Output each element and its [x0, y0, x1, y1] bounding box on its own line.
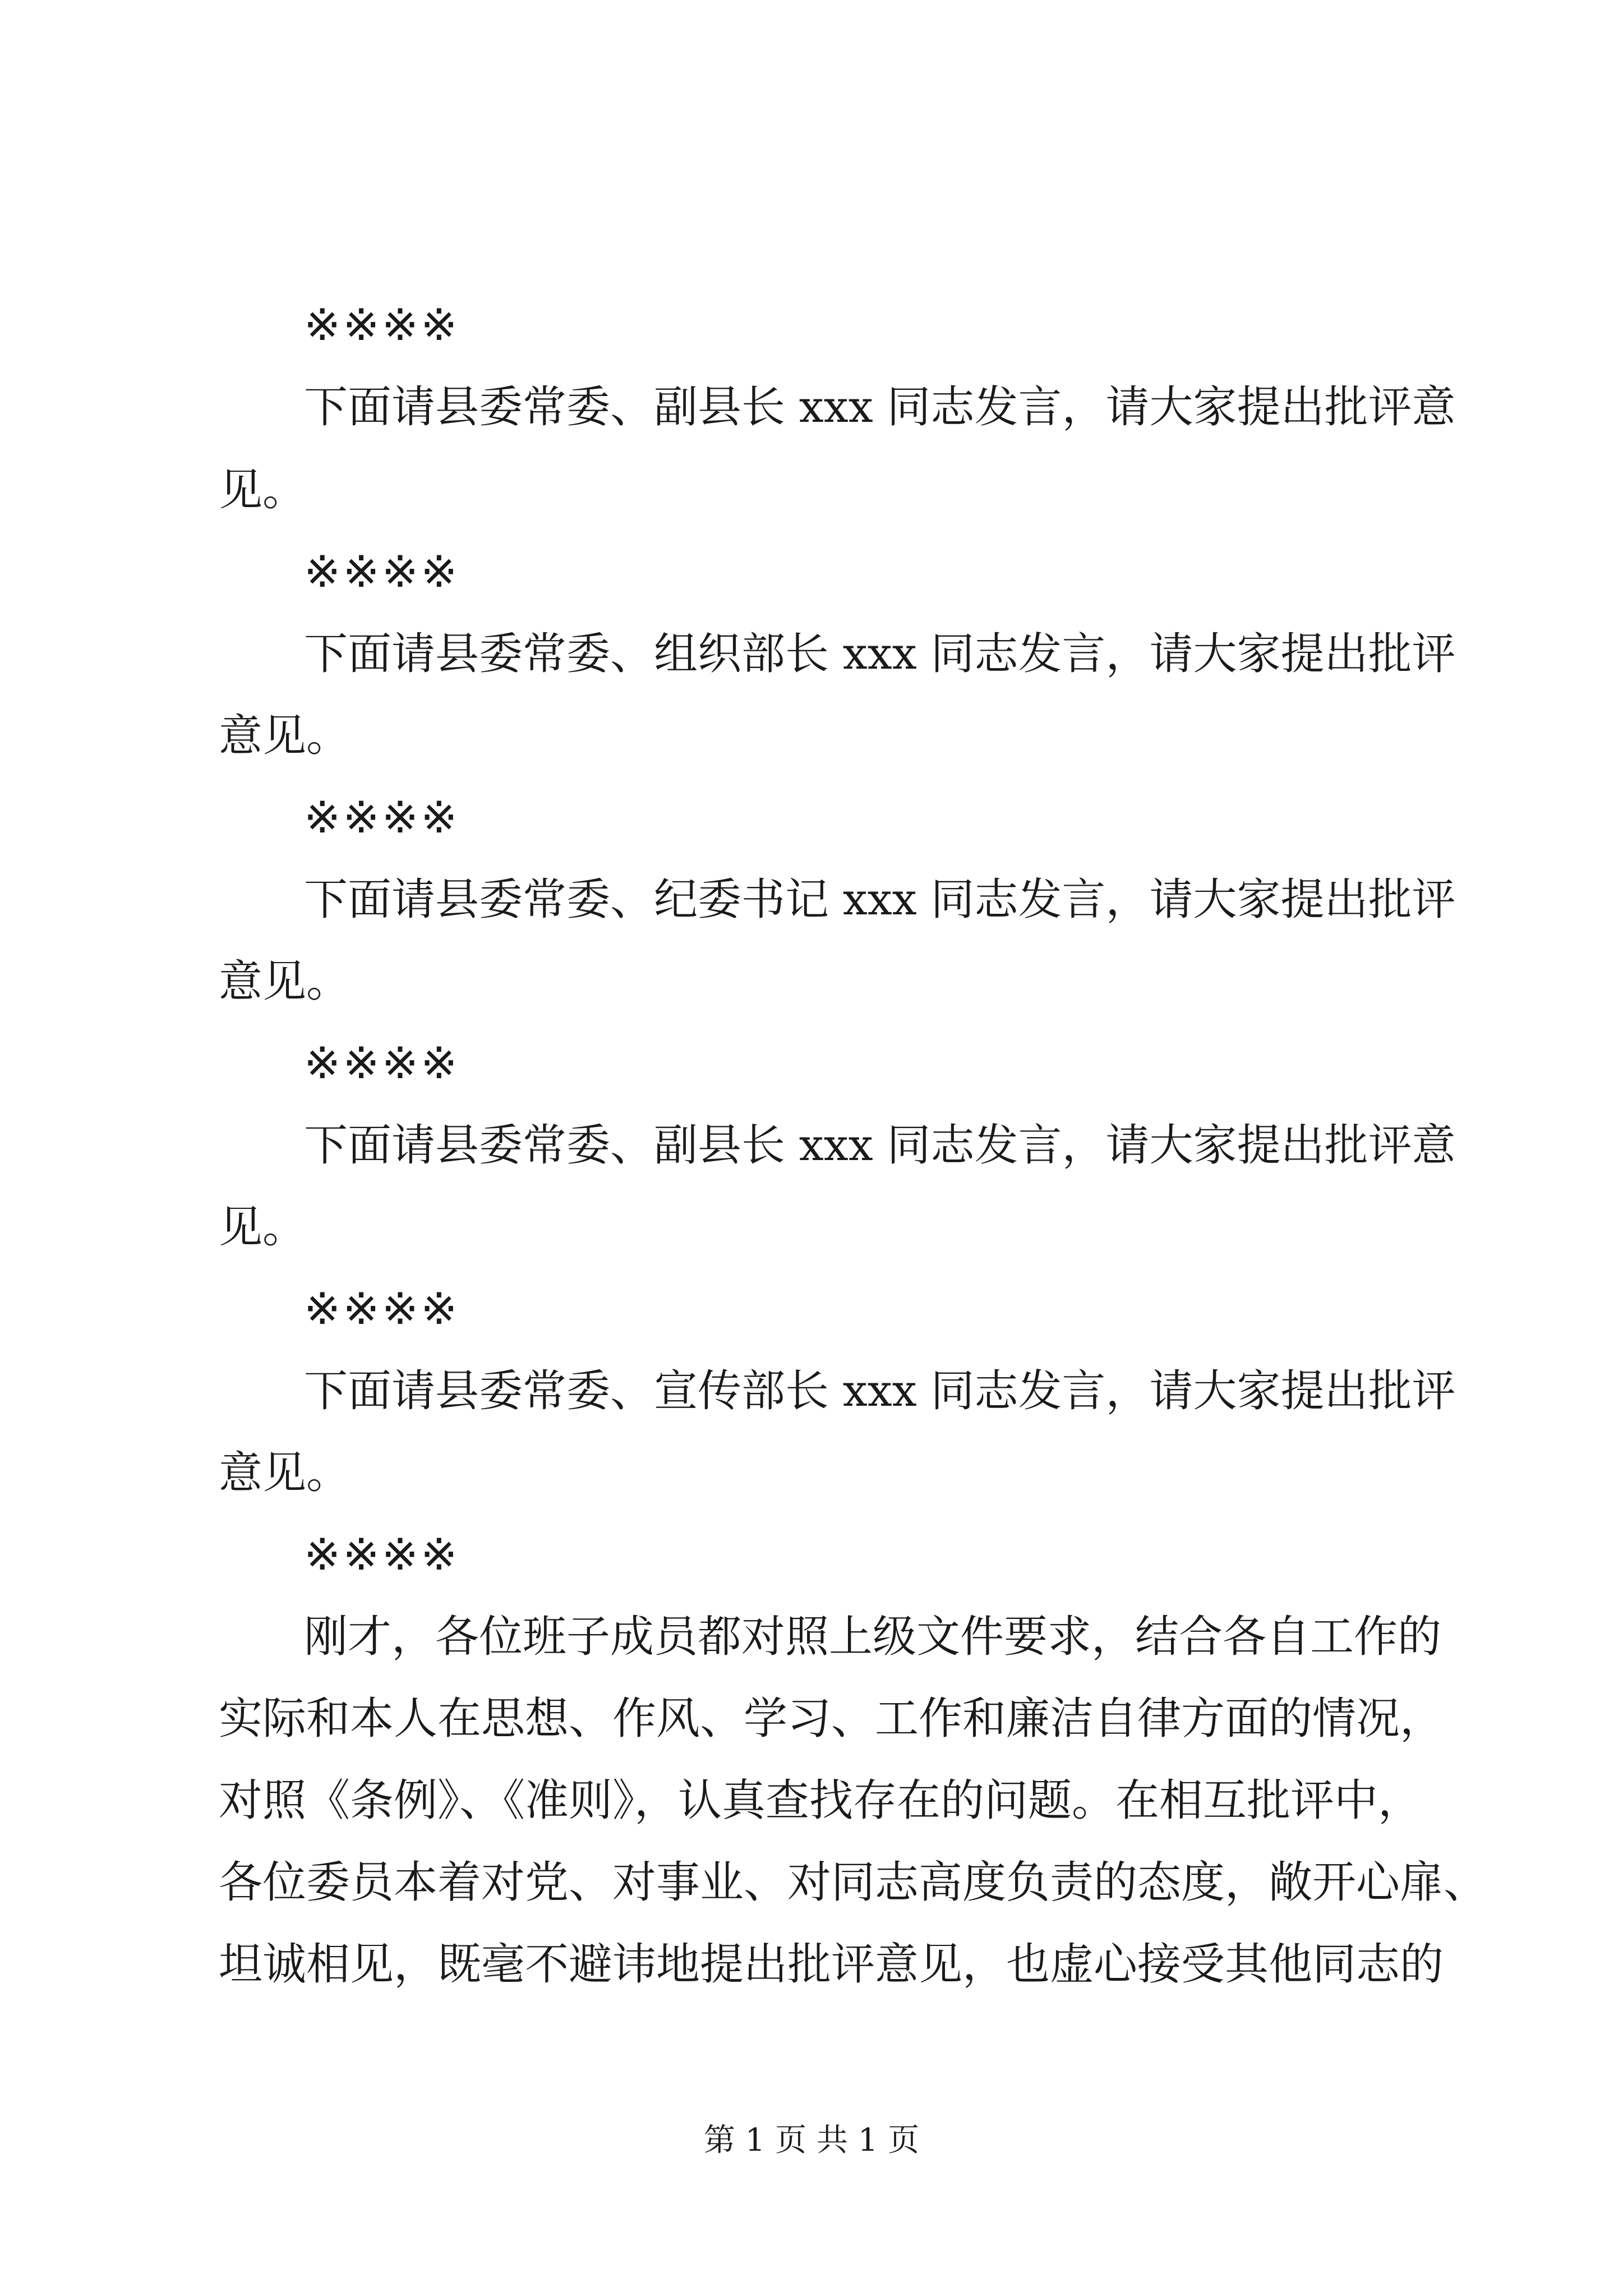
section-separator: ※※※※: [304, 547, 460, 597]
section-separator: ※※※※: [304, 300, 460, 351]
paragraph-line: 见。: [219, 1202, 307, 1253]
paragraph-line: 对照《条例》、《准则》，认真查找存在的问题。在相互批评中，: [219, 1775, 1422, 1826]
paragraph-line: 见。: [219, 465, 307, 516]
paragraph-line: 下面请县委常委、组织部长 xxx 同志发言，请大家提出批评: [304, 629, 1456, 679]
section-separator: ※※※※: [304, 1038, 460, 1089]
section-separator: ※※※※: [304, 1284, 460, 1335]
paragraph-line: 实际和本人在思想、作风、学习、工作和廉洁自律方面的情况，: [219, 1694, 1444, 1744]
paragraph-line: 下面请县委常委、副县长 xxx 同志发言，请大家提出批评意: [304, 382, 1456, 432]
section-separator: ※※※※: [304, 1530, 460, 1580]
paragraph-line: 刚才，各位班子成员都对照上级文件要求，结合各自工作的: [304, 1612, 1442, 1662]
paragraph-line: 意见。: [219, 711, 351, 761]
paragraph-line: 坦诚相见，既毫不避讳地提出批评意见，也虚心接受其他同志的: [219, 1939, 1444, 1990]
paragraph-line: 意见。: [219, 1448, 351, 1498]
section-separator: ※※※※: [304, 793, 460, 843]
paragraph-line: 意见。: [219, 956, 351, 1007]
paragraph-line: 各位委员本着对党、对事业、对同志高度负责的态度，敞开心扉、: [219, 1857, 1488, 1908]
paragraph-line: 下面请县委常委、纪委书记 xxx 同志发言，请大家提出批评: [304, 875, 1456, 925]
page-number-footer: 第 1 页 共 1 页: [703, 2122, 920, 2159]
paragraph-line: 下面请县委常委、宣传部长 xxx 同志发言，请大家提出批评: [304, 1366, 1456, 1416]
paragraph-line: 下面请县委常委、副县长 xxx 同志发言，请大家提出批评意: [304, 1120, 1456, 1171]
